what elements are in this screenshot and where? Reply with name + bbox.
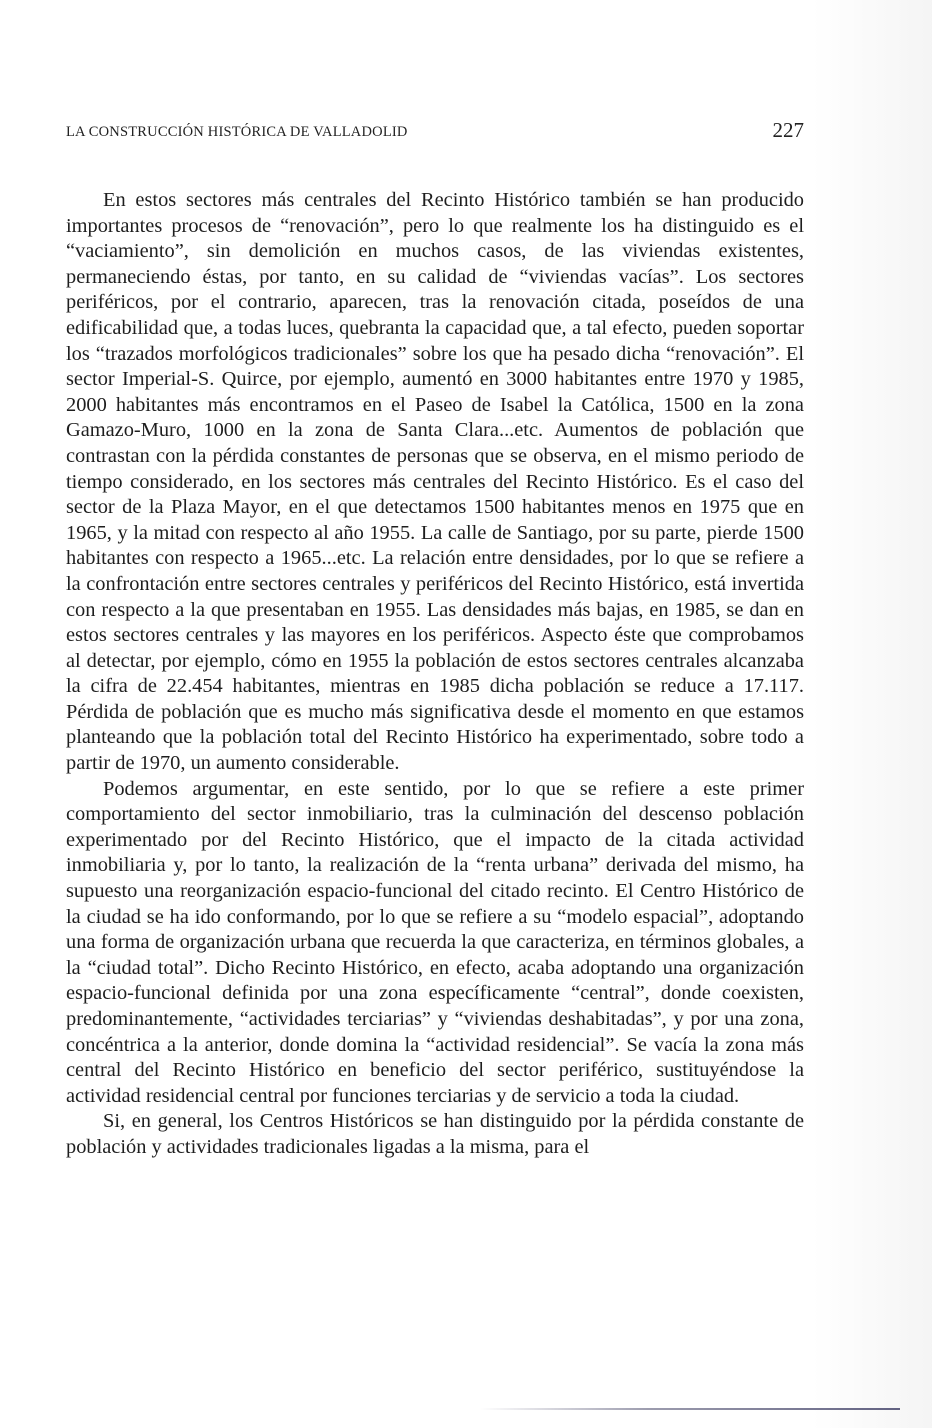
running-header (66, 118, 804, 148)
page-edge-shadow (812, 0, 932, 1428)
page-number: 227 (772, 118, 804, 142)
paragraph-2: Podemos argumentar, en este sentido, por lo que se refiere a este primer comportamiento del sector inmobiliario, tras la culminación del descenso población experimentado por del Recinto Histórico, que el impacto de la citada actividad inmobiliaria y, por lo tanto, la realización de la “renta urbana” derivada del mismo, ha supuesto una reorganización espacio-funcional del citado recinto. El Centro Histórico de la ciudad se ha ido conformando, por lo que se refiere a su “modelo espacial”, adoptando una forma de organización urbana que recuerda la que caracteriza, en términos globales, a la “ciudad total”. Dicho Recinto Histórico, en efecto, acaba adoptando una organización espacio-funcional definida por una zona específicamente “central”, donde coexisten, predominantemente, “actividades terciarias” y “viviendas deshabitadas”, y por una zona, concéntrica a la anterior, donde domina la “actividad residencial”. Se vacía la zona más central del Recinto Histórico en beneficio del sector periférico, sustituyéndose la actividad residencial central por funciones terciarias y de servicio a toda la ciudad. (66, 777, 804, 1107)
scan-bottom-edge-line (480, 1408, 900, 1410)
running-title: LA CONSTRUCCIÓN HISTÓRICA DE VALLADOLID (66, 124, 408, 140)
paragraph-1: En estos sectores más centrales del Recinto Histórico también se han producido importantes procesos de “renovación”, pero lo que realmente los ha distinguido es el “vaciamiento”, sin demolición en muchos casos, de las viviendas existentes, permaneciendo éstas, por tanto, en su calidad de “viviendas vacías”. Los sectores periféricos, por el contrario, aparecen, tras la renovación citada, poseídos de una edificabilidad que, a todas luces, quebranta la capacidad que, a tal efecto, pueden soportar los “trazados morfológicos tradicionales” sobre los que ha pesado dicha “renovación”. El sector Imperial-S. Quirce, por ejemplo, aumentó en 3000 habitantes entre 1970 y 1985, 2000 habitantes más encontramos en el Paseo de Isabel la Católica, 1500 en la zona Gamazo-Muro, 1000 en la zona de Santa Clara...etc. Aumentos de población que contrastan con la pérdida constantes de personas que se observa, en el mismo periodo de tiempo considerado, en los sectores más centrales del Recinto Histórico. Es el caso del sector de la Plaza Mayor, en el que detectamos 1500 habitantes menos en 1975 que en 1965, y la mitad con respecto al año 1955. La calle de Santiago, por su parte, pierde 1500 habitantes con respecto a 1965...etc. La relación entre densidades, por lo que se refiere a la confrontación entre sectores centrales y periféricos del Recinto Histórico, está invertida con respecto a la que presentaban en 1955. Las densidades más bajas, en 1985, se dan en estos sectores centrales y las mayores en los periféricos. Aspecto éste que comprobamos al detectar, por ejemplo, cómo en 1955 la población de estos sectores centrales alcanzaba la cifra de 22.454 habitantes, mientras en 1985 dicha población se reduce a 17.117. Pérdida de población que es mucho más significativa desde el momento en que estamos planteando que la población total del Recinto Histórico ha experimentado, sobre todo a partir de 1970, un aumento considerable. (66, 189, 804, 775)
body-text (66, 188, 804, 1161)
paragraph-3: Si, en general, los Centros Históricos se han distinguido por la pérdida constante de población y actividades tradicionales ligadas a la misma, para el (66, 1110, 804, 1158)
